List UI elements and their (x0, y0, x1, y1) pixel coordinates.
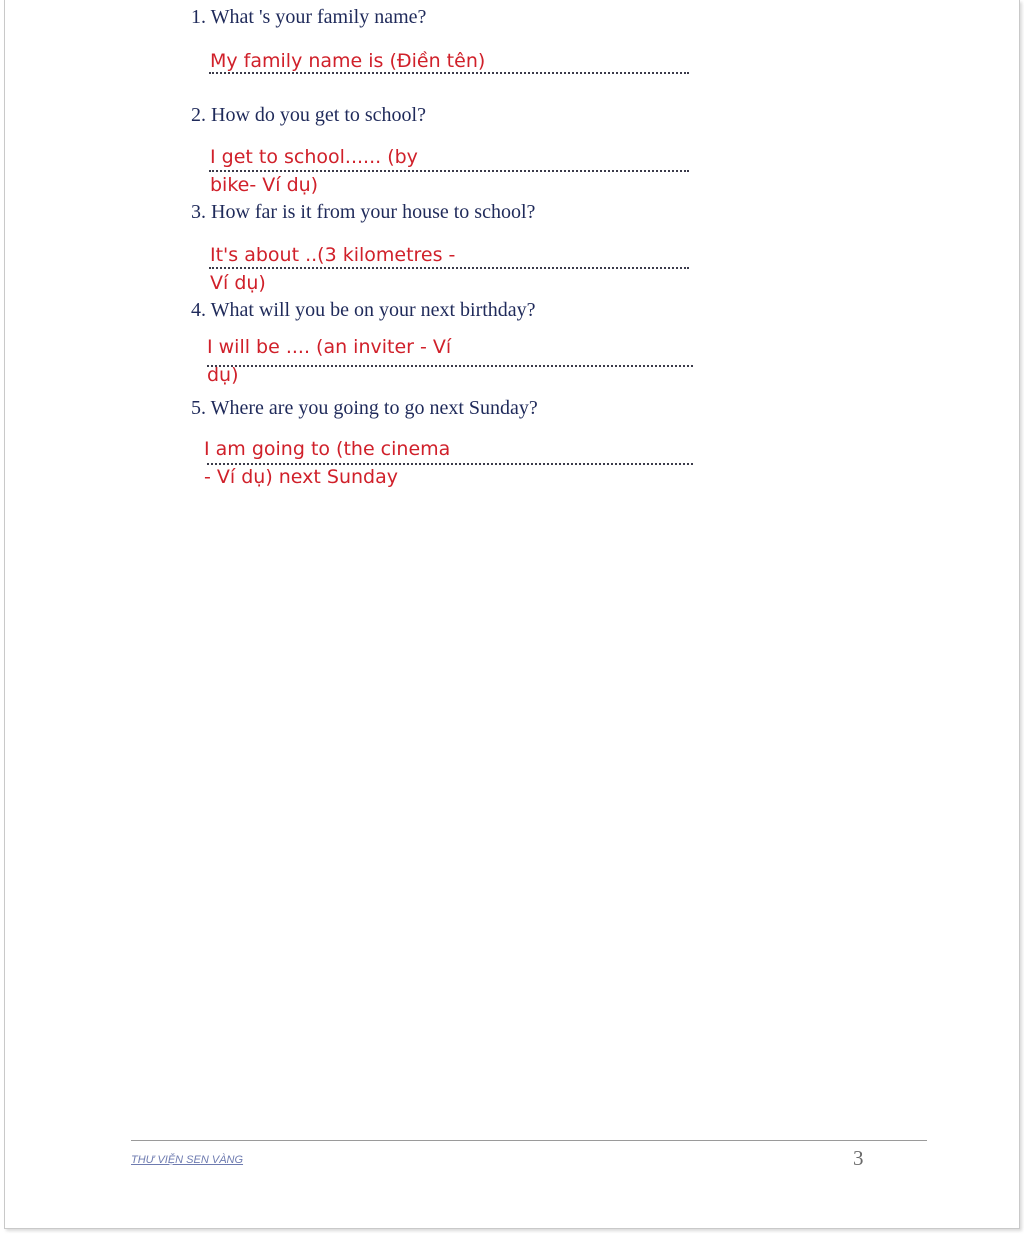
footer-library-link[interactable]: THƯ VIỆN SEN VÀNG (131, 1154, 244, 1166)
answer-2-line-2: bike- Ví dụ) (210, 174, 319, 196)
question-2: 2. How do you get to school? (191, 104, 426, 126)
question-4: 4. What will you be on your next birthday? (191, 299, 536, 321)
question-1: 1. What 's your family name? (191, 6, 427, 28)
answer-5-line-2: - Ví dụ) next Sunday (204, 466, 398, 488)
answer-4-line-1: I will be .... (an inviter - Ví (207, 336, 452, 358)
answer-3-line-2: Ví dụ) (210, 272, 266, 294)
answer-5-line-1: I am going to (the cinema (204, 438, 451, 460)
answer-1-line-1: My family name is (Điền tên) (210, 50, 486, 72)
page-number: 3 (853, 1146, 864, 1170)
answer-2-line-1: I get to school...... (by (210, 146, 418, 168)
question-3: 3. How far is it from your house to school? (191, 201, 536, 223)
question-5: 5. Where are you going to go next Sunday? (191, 397, 538, 419)
answer-line-4 (207, 365, 693, 367)
document-page (4, 0, 1020, 1229)
answer-4-line-2: dụ) (207, 364, 239, 386)
answer-3-line-1: It's about ..(3 kilometres - (210, 244, 456, 266)
footer-divider (131, 1140, 927, 1141)
